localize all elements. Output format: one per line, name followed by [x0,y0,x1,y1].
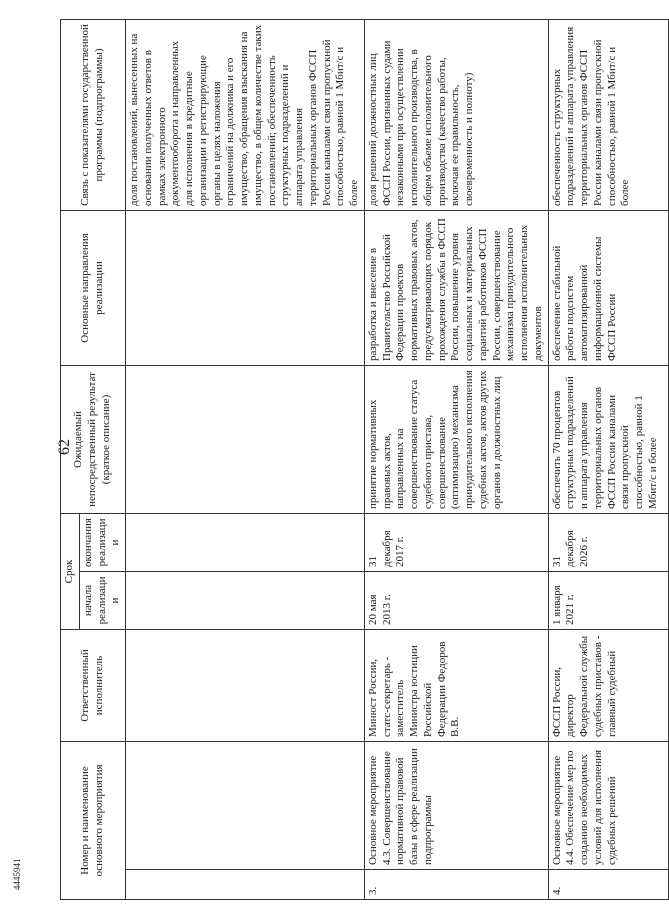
row-end [126,513,365,571]
row-link: доля решений должностных лиц ФССП России, признанных судами незаконными при осуществлении исполнительного производства, в общем объеме исполнительного производства (качество работы, включая ее правильность, своевременность и полноту) [364,19,548,210]
table-row [126,19,365,899]
row-name: Основное мероприятие 4.4. Обеспечение мер по созданию необходимых условий для исполнения судебных решений [548,741,668,869]
document-code: 4445941 [12,858,22,890]
row-result: принятие нормативных правовых актов, направленных на совершенствование статуса судебного пристава, совершенствование (оптимизацию) механизма принудительного исполнения судебных актов, актов других органов и должностных лиц [364,365,548,513]
header-term: Срок [61,513,80,629]
row-start: 1 января 2021 г. [548,571,668,629]
header-name: Номер и наименование основного мероприятия [61,741,126,899]
row-end: 31 декабря 2026 г. [548,513,668,571]
measures-table [60,19,669,900]
row-start [126,571,365,629]
row-responsible [126,629,365,741]
row-directions [126,210,365,365]
table-row [364,19,548,899]
row-directions: обеспечение стабильной работы подсистем автоматизированной информационной системы ФССП России [548,210,668,365]
header-directions: Основные направления реализации [61,210,126,365]
row-link: обеспеченность структурных подразделений и аппарата управления территориальных органов ФССП России каналами связи пропускной способностью, равной 1 Мбит/с и более [548,19,668,210]
rotated-table-page [60,20,659,900]
header-end: окончания реализации [79,513,125,571]
row-directions: разработка и внесение в Правительство Российской Федерации проектов нормативных правовых актов, предусматривающих порядок прохождения службы в ФССП России, повышение уровня социальных и материальных гарантий работников ФССП России, совершенствование механизма принудительного исполнения исполнительных документов [364,210,548,365]
row-responsible: Минюст России, статс-секретарь - заместитель Министра юстиции Российской Федерации Федоров В.В. [364,629,548,741]
header-link: Связь с показателями государственной программы (подпрограммы) [61,19,126,210]
row-name [126,741,365,869]
header-start: начала реализации [79,571,125,629]
row-end: 31 декабря 2017 г. [364,513,548,571]
row-number: 3. [364,870,548,900]
row-result [126,365,365,513]
header-responsible: Ответственный исполнитель [61,629,126,741]
header-row [61,19,80,899]
row-start: 20 мая 2013 г. [364,571,548,629]
header-result: Ожидаемый непосредственный результат (краткое описание) [61,365,126,513]
table-row [548,19,668,899]
row-number: 4. [548,870,668,900]
row-responsible: ФССП России, директор Федеральной службы судебных приставов - главный судебный [548,629,668,741]
row-number [126,870,365,900]
row-name: Основное мероприятие 4.3. Совершенствование нормативной правовой базы в сфере реализации подпрограммы [364,741,548,869]
row-result: обеспечить 70 процентов структурных подразделений и аппарата управления территориальных органов ФССП России каналами связи пропускной способностью, равной 1 Мбит/с и более [548,365,668,513]
row-link: доля постановлений, вынесенных на основании полученных ответов в рамках электронного документооборота и направленных для исполнения в кредитные организации и регистрирующие органы в целях наложения ограничений на должника и его имущество, обращения взыскания на имущество, в общем количестве таких постановлений; обеспеченность структурных подразделений и аппарата управления территориальных органов ФССП России каналами связи пропускной способностью, равной 1 Мбит/с и более [126,19,365,210]
page-number: 62 [56,439,73,455]
